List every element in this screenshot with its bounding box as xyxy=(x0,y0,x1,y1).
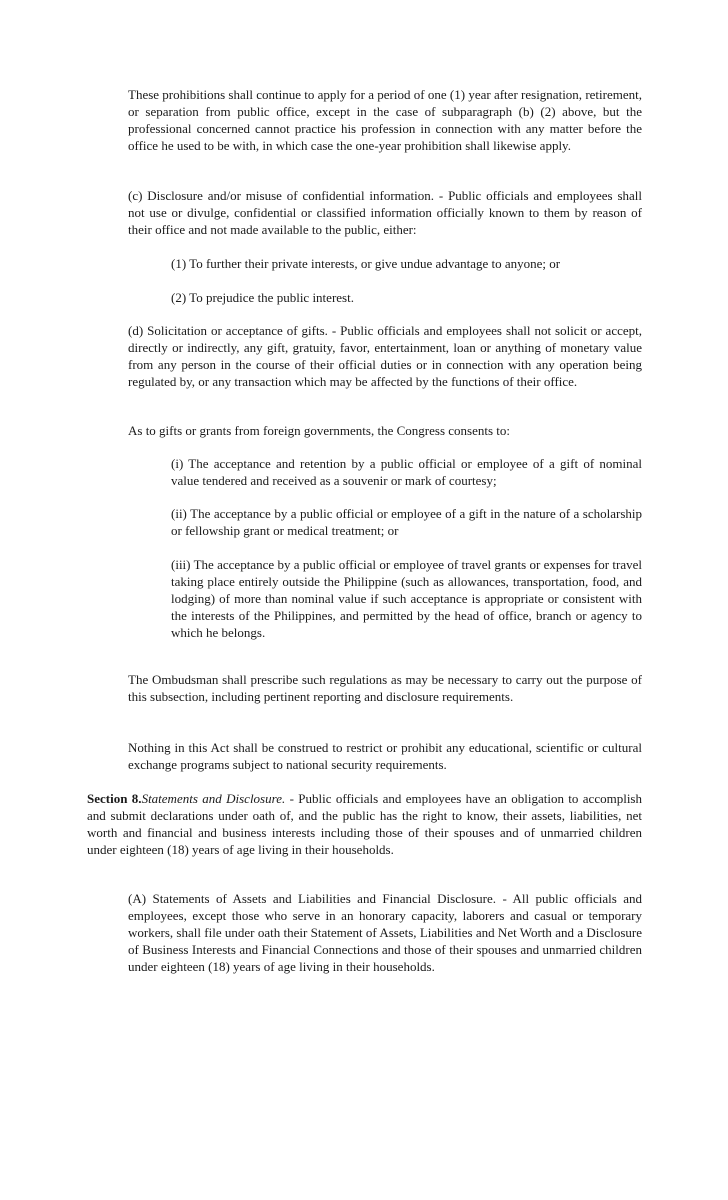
paragraph-nothing-in-act: Nothing in this Act shall be construed to restrict or prohibit any educational, scientific or cultural exchange programs subject to national security requirements. xyxy=(128,740,642,772)
paragraph-c2: (2) To prejudice the public interest. xyxy=(171,290,354,305)
paragraph-foreign-gifts: As to gifts or grants from foreign governments, the Congress consents to: xyxy=(128,423,510,438)
paragraph-after-resignation: These prohibitions shall continue to apply for a period of one (1) year after resignation, retirement, or separation from public office, except in the case of subparagraph (b) (2) above, but the professional concerned cannot practice his profession in connection with any matter before the office he used to be with, in which case the one-year prohibition shall likewise apply. xyxy=(128,87,642,153)
paragraph-ombudsman: The Ombudsman shall prescribe such regulations as may be necessary to carry out the purpose of this subsection, including pertinent reporting and disclosure requirements. xyxy=(128,672,642,704)
paragraph-A-statements: (A) Statements of Assets and Liabilities and Financial Disclosure. - All public officials and employees, except those who serve in an honorary capacity, laborers and casual or temporary workers, shall file under oath their Statement of Assets, Liabilities and Net Worth and a Disclosure of Business Interests and Financial Connections and those of their spouses and unmarried children under eighteen (18) years of age living in their households. xyxy=(128,891,642,974)
section-8-paragraph xyxy=(87,790,642,858)
paragraph-c1: (1) To further their private interests, or give undue advantage to anyone; or xyxy=(171,256,561,271)
section-8-body: - Public officials and employees have an obligation to accomplish and submit declarations under oath of, and the public has the right to know, their assets, liabilities, net worth and financial and business interests including those of their spouses and of unmarried children under eighteen (18) years of age living in their households. xyxy=(87,791,642,857)
paragraph-ii: (ii) The acceptance by a public official or employee of a gift in the nature of a scholarship or fellowship grant or medical treatment; or xyxy=(171,506,642,538)
section-8-label: Section 8. xyxy=(87,791,142,806)
section-8-title: Statements and Disclosure. xyxy=(141,791,286,806)
paragraph-i: (i) The acceptance and retention by a public official or employee of a gift of nominal value tendered and received as a souvenir or mark of courtesy; xyxy=(171,456,642,488)
paragraph-iii: (iii) The acceptance by a public official or employee of travel grants or expenses for travel taking place entirely outside the Philippine (such as allowances, transportation, food, and lodging) of more than nominal value if such acceptance is appropriate or consistent with the interests of the Philippines, and permitted by the head of office, branch or agency to which he belongs. xyxy=(171,557,642,640)
paragraph-c-disclosure: (c) Disclosure and/or misuse of confidential information. - Public officials and employees shall not use or divulge, confidential or classified information officially known to them by reason of their office and not made available to the public, either: xyxy=(128,188,642,237)
paragraph-d-gifts: (d) Solicitation or acceptance of gifts. - Public officials and employees shall not solicit or accept, directly or indirectly, any gift, gratuity, favor, entertainment, loan or anything of monetary value from any person in the course of their official duties or in connection with any operation being regulated by, or any transaction which may be affected by the functions of their office. xyxy=(128,323,642,389)
